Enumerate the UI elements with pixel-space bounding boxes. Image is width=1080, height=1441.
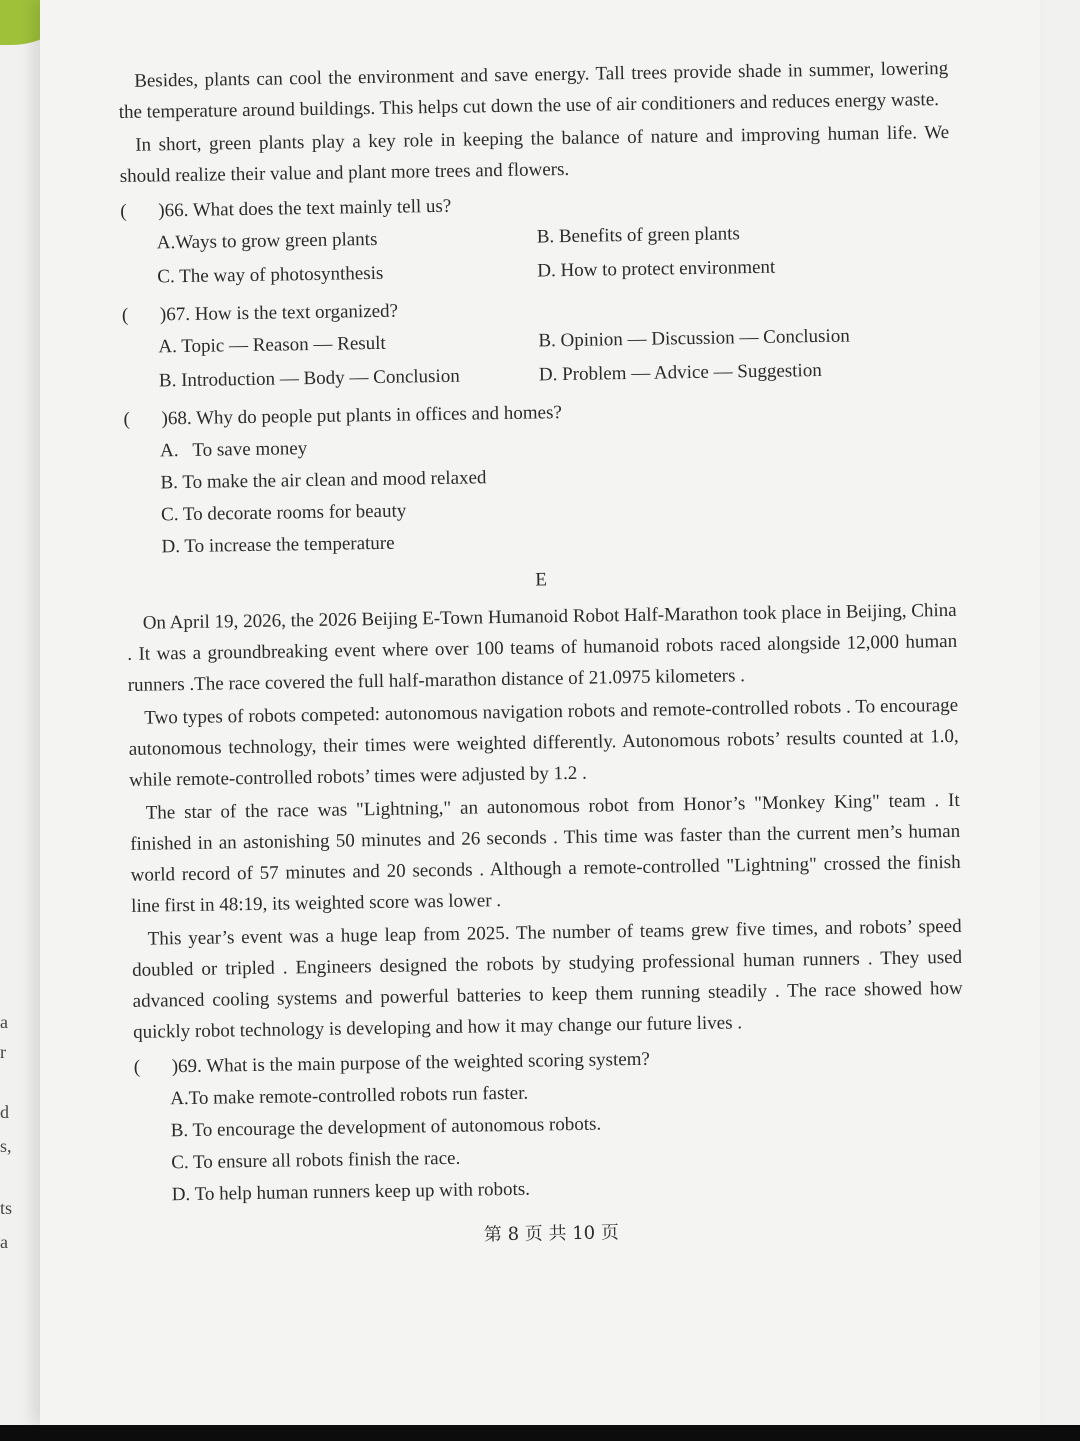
- option-b: B. Opinion — Discussion — Conclusion: [538, 325, 850, 352]
- question-66: [120, 183, 951, 294]
- margin-fragment: a: [0, 1232, 8, 1252]
- question-68: [123, 391, 955, 564]
- option-c: C. To decorate rooms for beauty: [160, 500, 407, 526]
- option-a: A.To make remote-controlled robots run faster.: [170, 1082, 529, 1110]
- question-67: [122, 287, 953, 398]
- answer-bracket: (: [123, 408, 131, 430]
- options: [124, 423, 956, 564]
- option-d: D. Problem — Advice — Suggestion: [538, 359, 822, 386]
- page-content: [118, 53, 967, 1256]
- option-d: D. How to protect environment: [537, 256, 776, 282]
- bottom-shadow-bar: [0, 1425, 1080, 1441]
- option-b: B. Benefits of green plants: [536, 223, 741, 248]
- answer-bracket: (: [120, 200, 127, 222]
- passage-e-paragraph: On April 19, 2026, the 2026 Beijing E-Town Humanoid Robot Half-Marathon took place in Beijing, China . It was a groundbreaking event where over 100 teams of humanoid robots raced alongside 12,000 human runners .The race covered the full half-marathon distance of 21.0975 kilometers .: [127, 599, 958, 696]
- margin-fragment: a: [0, 1012, 8, 1032]
- options: [134, 1071, 966, 1212]
- answer-bracket: (: [133, 1056, 141, 1078]
- page-number-footer: 第 8 页 共 10 页: [483, 1222, 620, 1246]
- option-a: A. Topic — Reason — Result: [158, 332, 386, 358]
- passage-e-paragraph: Two types of robots competed: autonomous navigation robots and remote-controlled robots . To encourage autonomous technology, their times were weighted differently. Autonomous robots’ results counted at 1.0, while remote-controlled robots’ times were adjusted by 1.2 .: [128, 694, 959, 791]
- question-text: )67. How is the text organized?: [159, 300, 399, 326]
- question-text: )66. What does the text mainly tell us?: [158, 195, 452, 222]
- passage-e-paragraph: The star of the race was "Lightning," an autonomous robot from Honor’s "Monkey King" team . It finished in an astonishing 50 minutes and 26 seconds . This time was faster than the current men’s human world record of 57 minutes and 20 seconds . Although a remote-controlled "Lightning" crossed the finish line first in 48:19, its weighted score was lower .: [130, 789, 961, 917]
- question-text: )68. Why do people put plants in offices and homes?: [161, 402, 562, 430]
- answer-bracket: (: [121, 304, 129, 326]
- question-69: [133, 1039, 965, 1212]
- question-text: )69. What is the main purpose of the weighted scoring system?: [171, 1048, 651, 1078]
- option-d: D. To help human runners keep up with robots.: [171, 1178, 531, 1206]
- margin-fragment: r: [0, 1042, 6, 1062]
- option-d: D. To increase the temperature: [161, 532, 395, 558]
- option-c: B. Introduction — Body — Conclusion: [158, 365, 460, 392]
- adjacent-page-edge: [0, 990, 40, 1270]
- margin-fragment: d: [0, 1102, 9, 1122]
- margin-fragment: s,: [0, 1136, 12, 1156]
- margin-fragment: ts: [0, 1198, 13, 1218]
- option-c: C. The way of photosynthesis: [157, 262, 384, 288]
- passage-d-paragraph: In short, green plants play a key role in keeping the balance of nature and improving human life. We should realize their value and plant more trees and flowers.: [119, 121, 950, 187]
- section-heading: E: [535, 569, 548, 591]
- option-a: A.Ways to grow green plants: [156, 228, 378, 254]
- option-c: C. To ensure all robots finish the race.: [171, 1147, 461, 1174]
- passage-d-paragraph: Besides, plants can cool the environment and save energy. Tall trees provide shade in summer, lowering the temperature around buildings. This helps cut down the use of air conditioners and reduces energy waste.: [118, 57, 949, 123]
- passage-e-paragraph: This year’s event was a huge leap from 2025. The number of teams grew five times, and robots’ speed doubled or tripled . Engineers designed the robots by studying professional human runners . They used advanced cooling systems and powerful batteries to keep them running steadily . The race showed how quickly robot technology is developing and how it may change our future lives .: [132, 915, 963, 1043]
- exam-page: [40, 0, 1040, 1425]
- option-b: B. To encourage the development of autonomous robots.: [170, 1113, 602, 1142]
- option-b: B. To make the air clean and mood relaxed: [160, 467, 487, 494]
- option-a: A. To save money: [159, 438, 308, 462]
- options: [121, 215, 952, 294]
- options: [122, 319, 953, 398]
